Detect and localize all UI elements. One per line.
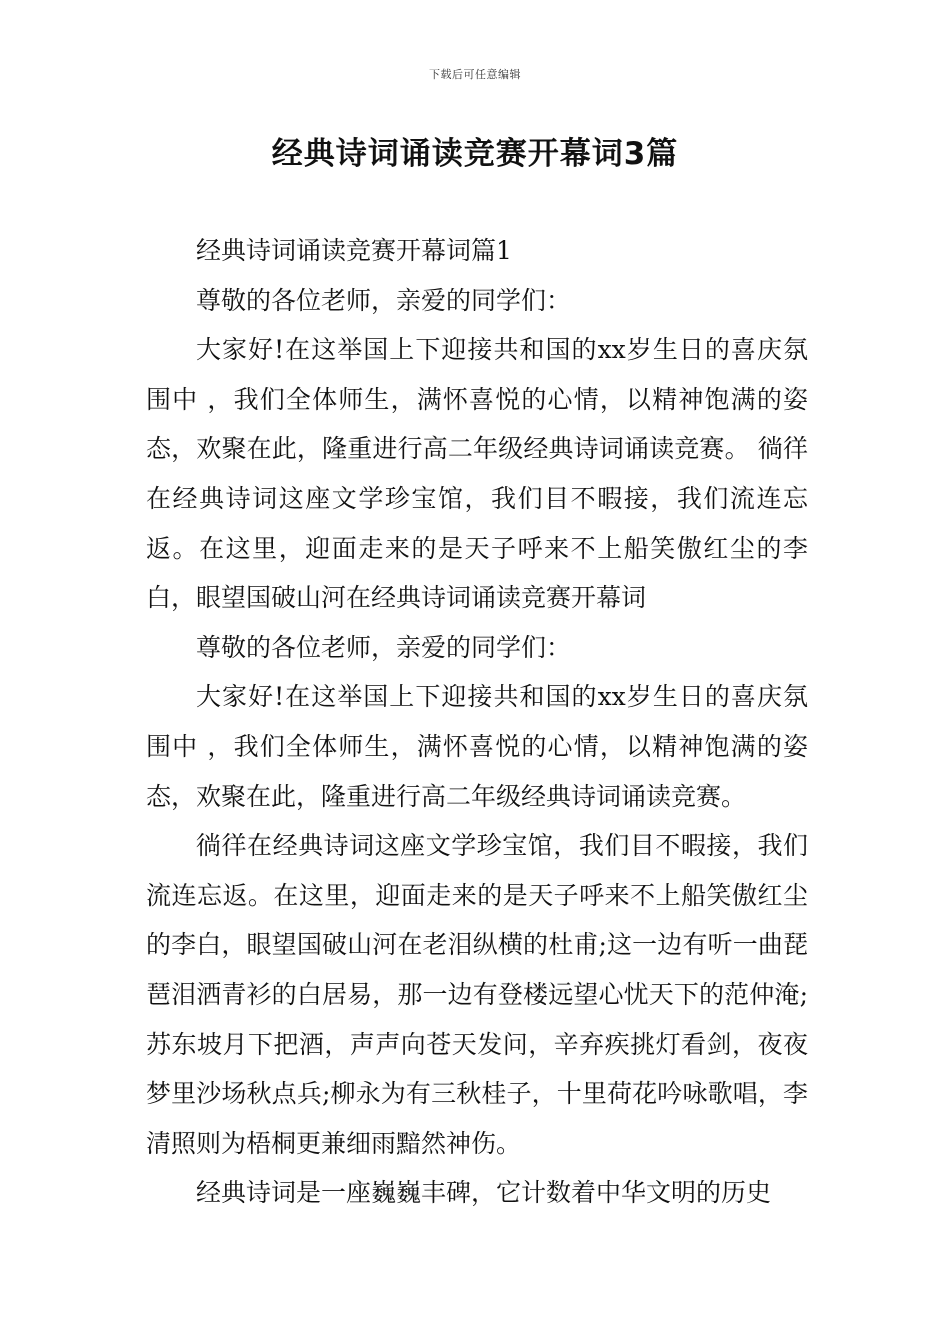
paragraph: 徜徉在经典诗词这座文学珍宝馆，我们目不暇接，我们流连忘返。在这里，迎面走来的是天子呼来不上船笑傲红尘的李白，眼望国破山河在老泪纵横的杜甫;这一边有听一曲琵琶泪洒青衫的白居易，那一边有登楼远望心忧天下的范仲淹;苏东坡月下把酒，声声向苍天发问，辛弃疾挑灯看剑，夜夜梦里沙场秋点兵;柳永为有三秋桂子，十里荷花吟咏歌唱，李清照则为梧桐更兼细雨黯然神伤。: [146, 831, 808, 1158]
header-note: 下载后可任意编辑: [429, 68, 521, 81]
paragraph: 大家好!在这举国上下迎接共和国的xx岁生日的喜庆氛围中 ，我们全体师生，满怀喜悦的心情，以精神饱满的姿态，欢聚在此，隆重进行高二年级经典诗词诵读竞赛。: [146, 682, 808, 811]
paragraph: 大家好!在这举国上下迎接共和国的xx岁生日的喜庆氛围中 ，我们全体师生，满怀喜悦的心情，以精神饱满的姿态，欢聚在此，隆重进行高二年级经典诗词诵读竞赛。 徜徉在经典诗词这座文学珍宝馆，我们目不暇接，我们流连忘返。在这里，迎面走来的是天子呼来不上船笑傲红尘的李白，眼望国破山河在经典诗词诵读竞赛开幕词: [146, 335, 808, 613]
section-heading: 经典诗词诵读竞赛开幕词篇1: [196, 236, 512, 265]
document-body: [146, 226, 808, 1218]
paragraph: 经典诗词是一座巍巍丰碑，它计数着中华文明的历史: [196, 1178, 772, 1208]
salutation: 尊敬的各位老师，亲爱的同学们：: [196, 285, 572, 315]
document-title: 经典诗词诵读竞赛开幕词3篇: [271, 136, 679, 172]
salutation: 尊敬的各位老师，亲爱的同学们：: [196, 632, 572, 662]
